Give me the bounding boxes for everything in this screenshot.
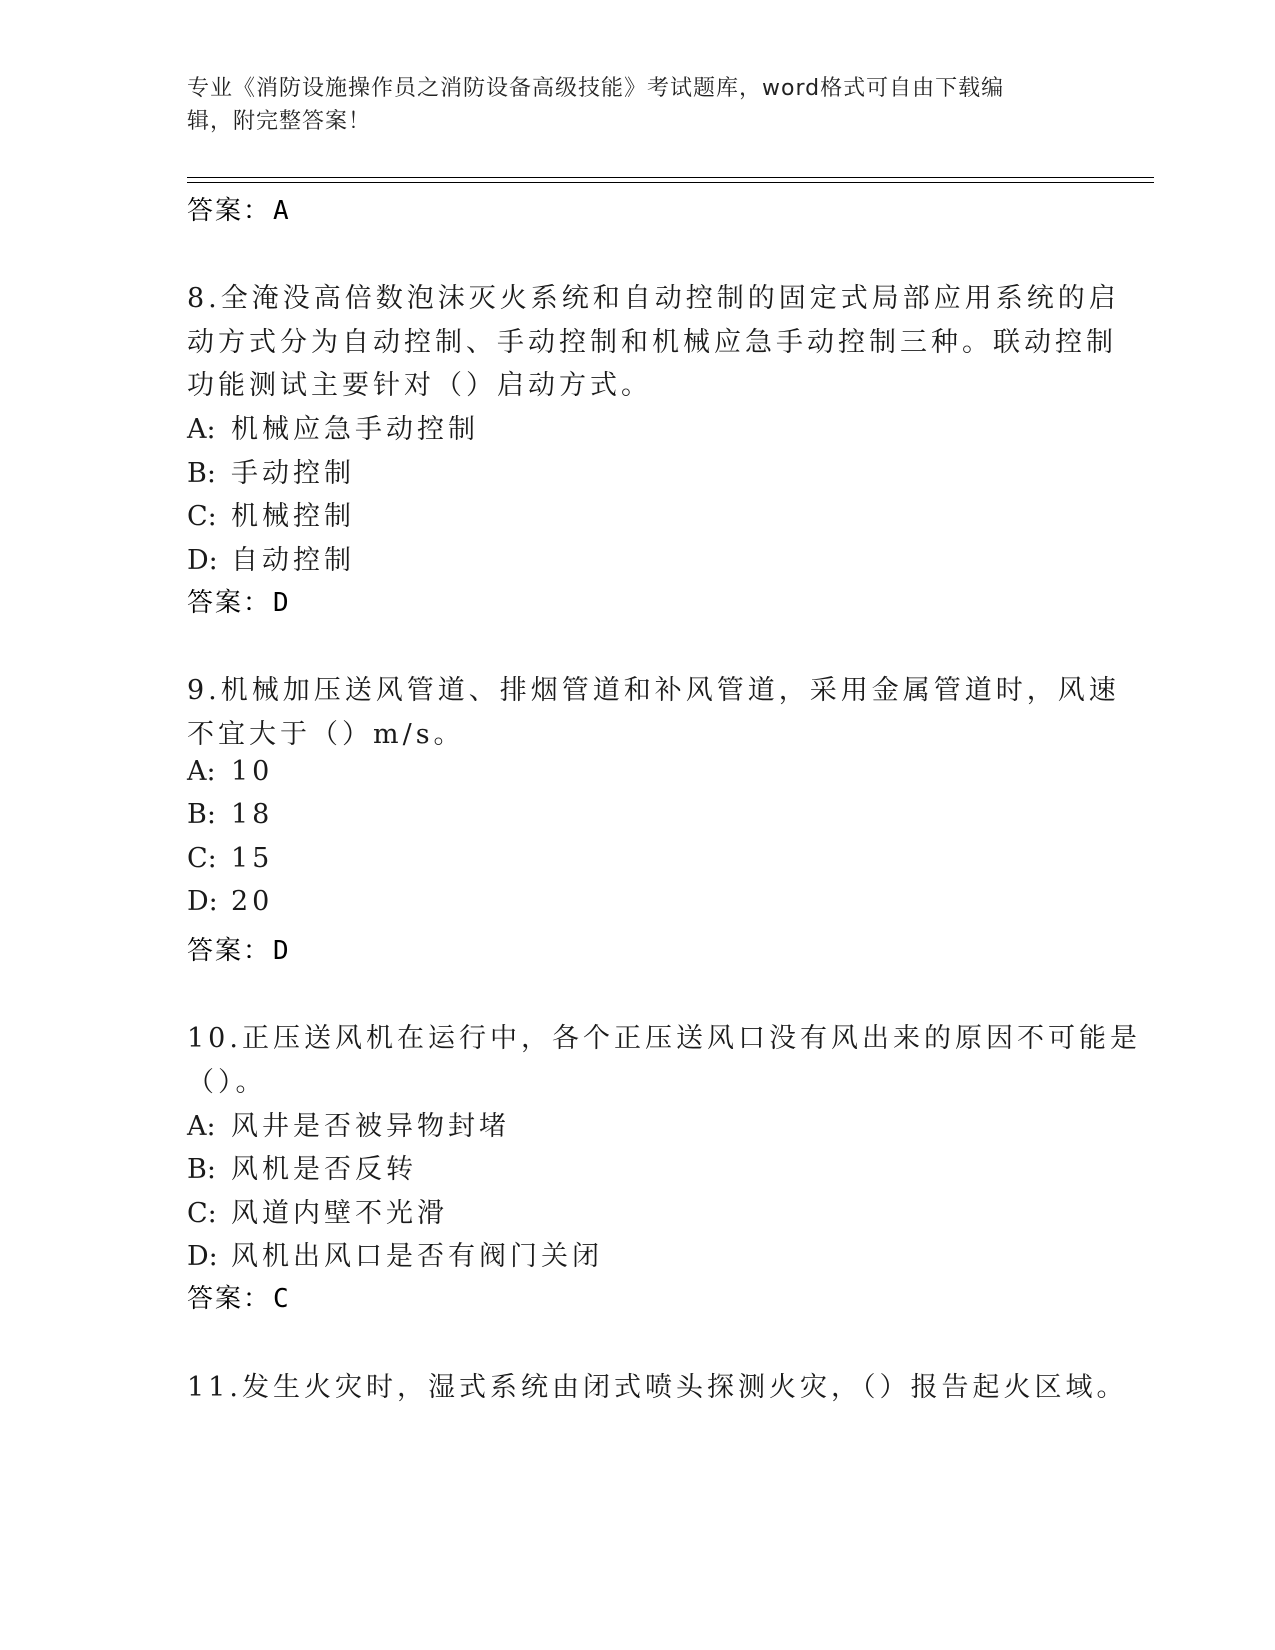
- option-letter: D:: [187, 545, 218, 576]
- answer-value: C: [273, 1284, 291, 1314]
- option-letter: C:: [187, 843, 217, 874]
- option-letter: C:: [187, 501, 217, 532]
- question-9-option-d: [187, 886, 273, 917]
- option-text: 风井是否被异物封堵: [231, 1111, 510, 1142]
- option-letter: A:: [187, 1111, 216, 1142]
- question-8-line-3: 功能测试主要针对（）启动方式。: [187, 370, 652, 401]
- option-text: 风道内壁不光滑: [231, 1198, 448, 1229]
- question-9-line-2: 不宜大于（）m/s。: [187, 719, 465, 750]
- question-9-option-c: [187, 843, 273, 874]
- question-9-option-a: [187, 756, 273, 787]
- question-9-option-b: [187, 799, 273, 830]
- option-text: 15: [231, 843, 274, 874]
- option-text: 10: [231, 756, 274, 787]
- question-10-option-d: [187, 1234, 603, 1273]
- question-8-line-2: 动方式分为自动控制、手动控制和机械应急手动控制三种。联动控制: [187, 327, 1117, 358]
- prev-answer: [187, 190, 291, 227]
- option-letter: D:: [187, 1241, 218, 1272]
- header-line-2: 辑，附完整答案！: [187, 109, 372, 134]
- question-10-line-2: （）。: [187, 1067, 267, 1098]
- option-letter: B:: [187, 1154, 216, 1185]
- option-letter: B:: [187, 458, 216, 489]
- question-9-line-1: 9.机械加压送风管道、排烟管道和补风管道，采用金属管道时，风速: [187, 675, 1120, 706]
- option-text: 20: [231, 886, 274, 917]
- question-8-option-c: [187, 494, 355, 533]
- question-9-answer: [187, 930, 291, 967]
- option-letter: B:: [187, 799, 216, 830]
- question-8-option-a: [187, 407, 479, 446]
- question-8-option-b: [187, 451, 355, 490]
- option-text: 风机是否反转: [231, 1154, 417, 1185]
- option-text: 自动控制: [231, 545, 355, 576]
- header-divider-bottom: [187, 182, 1154, 183]
- option-text: 机械控制: [231, 501, 355, 532]
- question-10-option-b: [187, 1147, 417, 1186]
- question-8-line-1: 8.全淹没高倍数泡沫灭火系统和自动控制的固定式局部应用系统的启: [187, 283, 1120, 314]
- option-text: 手动控制: [231, 458, 355, 489]
- answer-label: 答案：: [187, 1284, 272, 1314]
- answer-label: 答案：: [187, 936, 272, 966]
- question-10-option-c: [187, 1191, 448, 1230]
- question-10-line-1: 10.正压送风机在运行中，各个正压送风口没有风出来的原因不可能是: [187, 1023, 1141, 1054]
- answer-label: 答案：: [187, 588, 272, 618]
- question-11-line-1: 11.发生火灾时，湿式系统由闭式喷头探测火灾，（）报告起火区域。: [187, 1372, 1128, 1403]
- answer-value: D: [273, 588, 291, 618]
- option-letter: D:: [187, 886, 218, 917]
- question-8-option-d: [187, 538, 355, 577]
- question-8-answer: [187, 582, 291, 619]
- question-10-option-a: [187, 1104, 510, 1143]
- option-letter: A:: [187, 756, 216, 787]
- option-text: 风机出风口是否有阀门关闭: [231, 1241, 603, 1272]
- header-line-1: 专业《消防设施操作员之消防设备高级技能》考试题库，word格式可自由下载编: [187, 76, 1005, 101]
- header-divider-top: [187, 177, 1154, 178]
- option-letter: A:: [187, 414, 216, 445]
- option-letter: C:: [187, 1198, 217, 1229]
- option-text: 18: [231, 799, 274, 830]
- document-header: [187, 72, 1067, 138]
- question-10-answer: [187, 1278, 291, 1315]
- answer-value: D: [273, 936, 291, 966]
- answer-label: 答案：: [187, 196, 272, 226]
- answer-value: A: [273, 196, 291, 226]
- option-text: 机械应急手动控制: [231, 414, 479, 445]
